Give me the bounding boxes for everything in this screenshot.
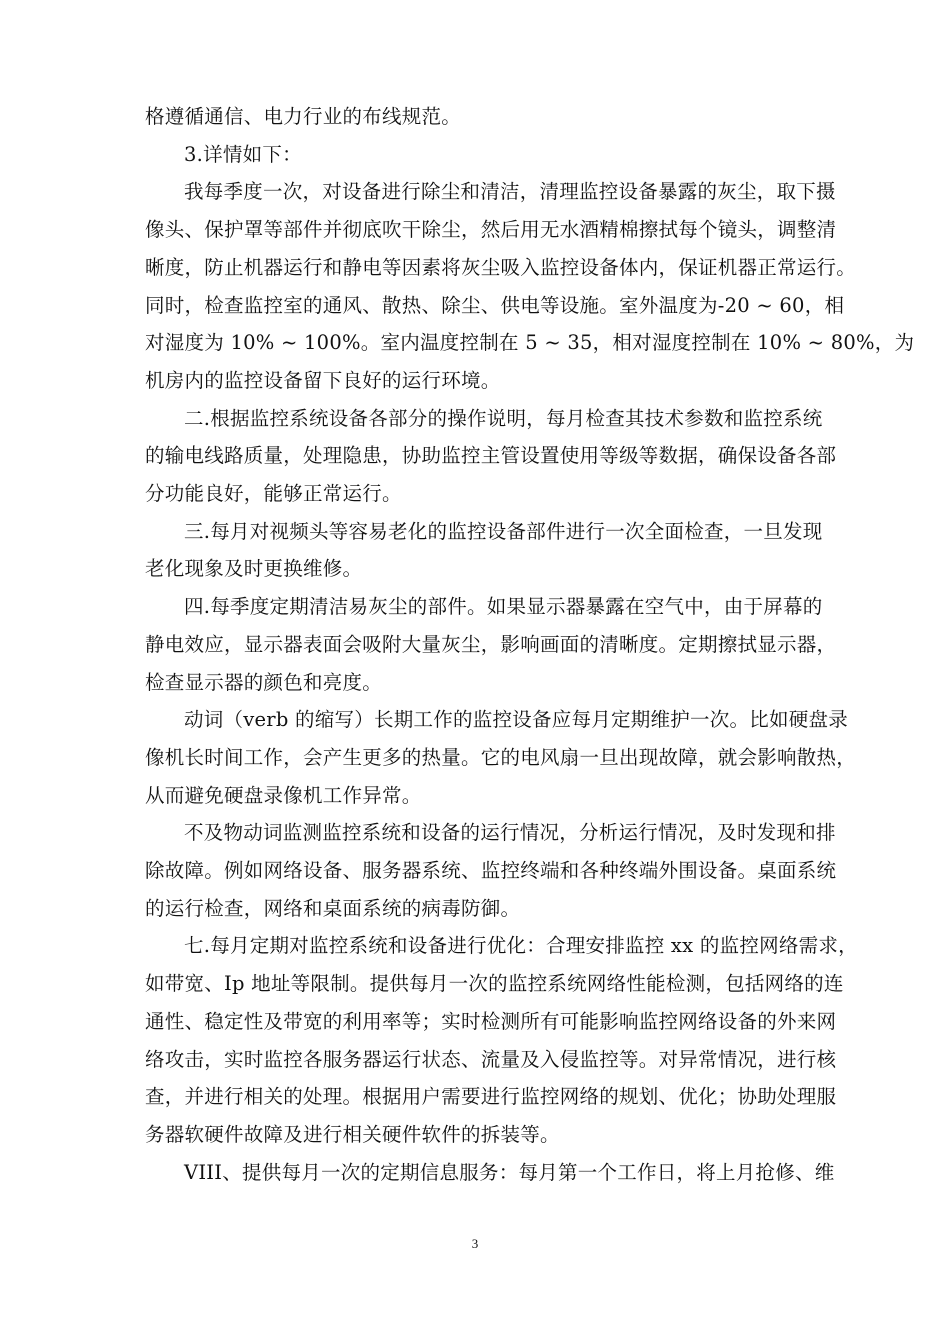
text-line: 三.每月对视频头等容易老化的监控设备部件进行一次全面检查，一旦发现 <box>184 519 823 543</box>
text-line: 除故障。例如网络设备、服务器系统、监控终端和各种终端外围设备。桌面系统 <box>145 859 837 883</box>
paragraph <box>145 588 837 701</box>
paragraph <box>145 513 823 588</box>
text-line: 老化现象及时更换维修。 <box>145 557 363 581</box>
text-line: 像机长时间工作，会产生更多的热量。它的电风扇一旦出现故障，就会影响散热， <box>145 745 857 769</box>
text-line: 分功能良好，能够正常运行。 <box>145 482 402 506</box>
text-line: 二.根据监控系统设备各部分的操作说明，每月检查其技术参数和监控系统 <box>184 406 823 430</box>
paragraph <box>145 1154 835 1192</box>
text-line: 四.每季度定期清洁易灰尘的部件。如果显示器暴露在空气中，由于屏幕的 <box>184 595 823 619</box>
text-line: 格遵循通信、电力行业的布线规范。 <box>145 105 462 128</box>
text-line: 务器软硬件故障及进行相关硬件软件的拆装等。 <box>145 1122 560 1146</box>
paragraph <box>145 173 915 399</box>
page-number: 3 <box>471 1236 479 1251</box>
paragraph <box>145 701 857 814</box>
body-text <box>145 98 915 1191</box>
paragraph <box>145 136 820 174</box>
text-line: 像头、保护罩等部件并彻底吹干除尘，然后用无水酒精棉擦拭每个镜头，调整清 <box>145 218 837 242</box>
paragraph <box>145 814 837 927</box>
text-line: 七.每月定期对监控系统和设备进行优化：合理安排监控 xx 的监控网络需求， <box>184 934 858 958</box>
text-line: 如带宽、Ip 地址等限制。提供每月一次的监控系统网络性能检测，包括网络的连 <box>145 972 844 996</box>
text-line: 静电效应，显示器表面会吸附大量灰尘，影响画面的清晰度。定期擦拭显示器， <box>145 632 837 656</box>
text-line: 对湿度为 10% ~ 100%。室内温度控制在 5 ~ 35，相对湿度控制在 10% ~ 80%，为 <box>145 331 915 355</box>
text-line: 查，并进行相关的处理。根据用户需要进行监控网络的规划、优化；协助处理服 <box>145 1085 837 1109</box>
text-line: 机房内的监控设备留下良好的运行环境。 <box>145 368 501 392</box>
text-line: 动词（verb 的缩写）长期工作的监控设备应每月定期维护一次。比如硬盘录 <box>184 708 849 732</box>
text-line: 3.详情如下： <box>184 142 302 166</box>
text-line: 从而避免硬盘录像机工作异常。 <box>145 783 422 807</box>
paragraph <box>145 98 820 136</box>
text-line: 的输电线路质量，处理隐患，协助监控主管设置使用等级等数据，确保设备各部 <box>145 444 837 468</box>
text-line: 我每季度一次，对设备进行除尘和清洁，清理监控设备暴露的灰尘，取下摄 <box>184 180 836 204</box>
text-line: 通性、稳定性及带宽的利用率等；实时检测所有可能影响监控网络设备的外来网 <box>145 1009 837 1033</box>
text-line: 不及物动词监测监控系统和设备的运行情况，分析运行情况，及时发现和排 <box>184 821 836 845</box>
text-line: 晰度，防止机器运行和静电等因素将灰尘吸入监控设备体内，保证机器正常运行。 <box>145 255 857 279</box>
text-line: 络攻击，实时监控各服务器运行状态、流量及入侵监控等。对异常情况，进行核 <box>145 1047 837 1071</box>
paragraph <box>145 400 837 513</box>
text-line: 检查显示器的颜色和亮度。 <box>145 670 383 694</box>
text-line: 的运行检查，网络和桌面系统的病毒防御。 <box>145 896 521 920</box>
text-line: 同时，检查监控室的通风、散热、除尘、供电等设施。室外温度为-20 ~ 60，相 <box>145 293 845 317</box>
text-line: VIII、提供每月一次的定期信息服务：每月第一个工作日，将上月抢修、维 <box>184 1160 835 1184</box>
paragraph <box>145 927 858 1153</box>
